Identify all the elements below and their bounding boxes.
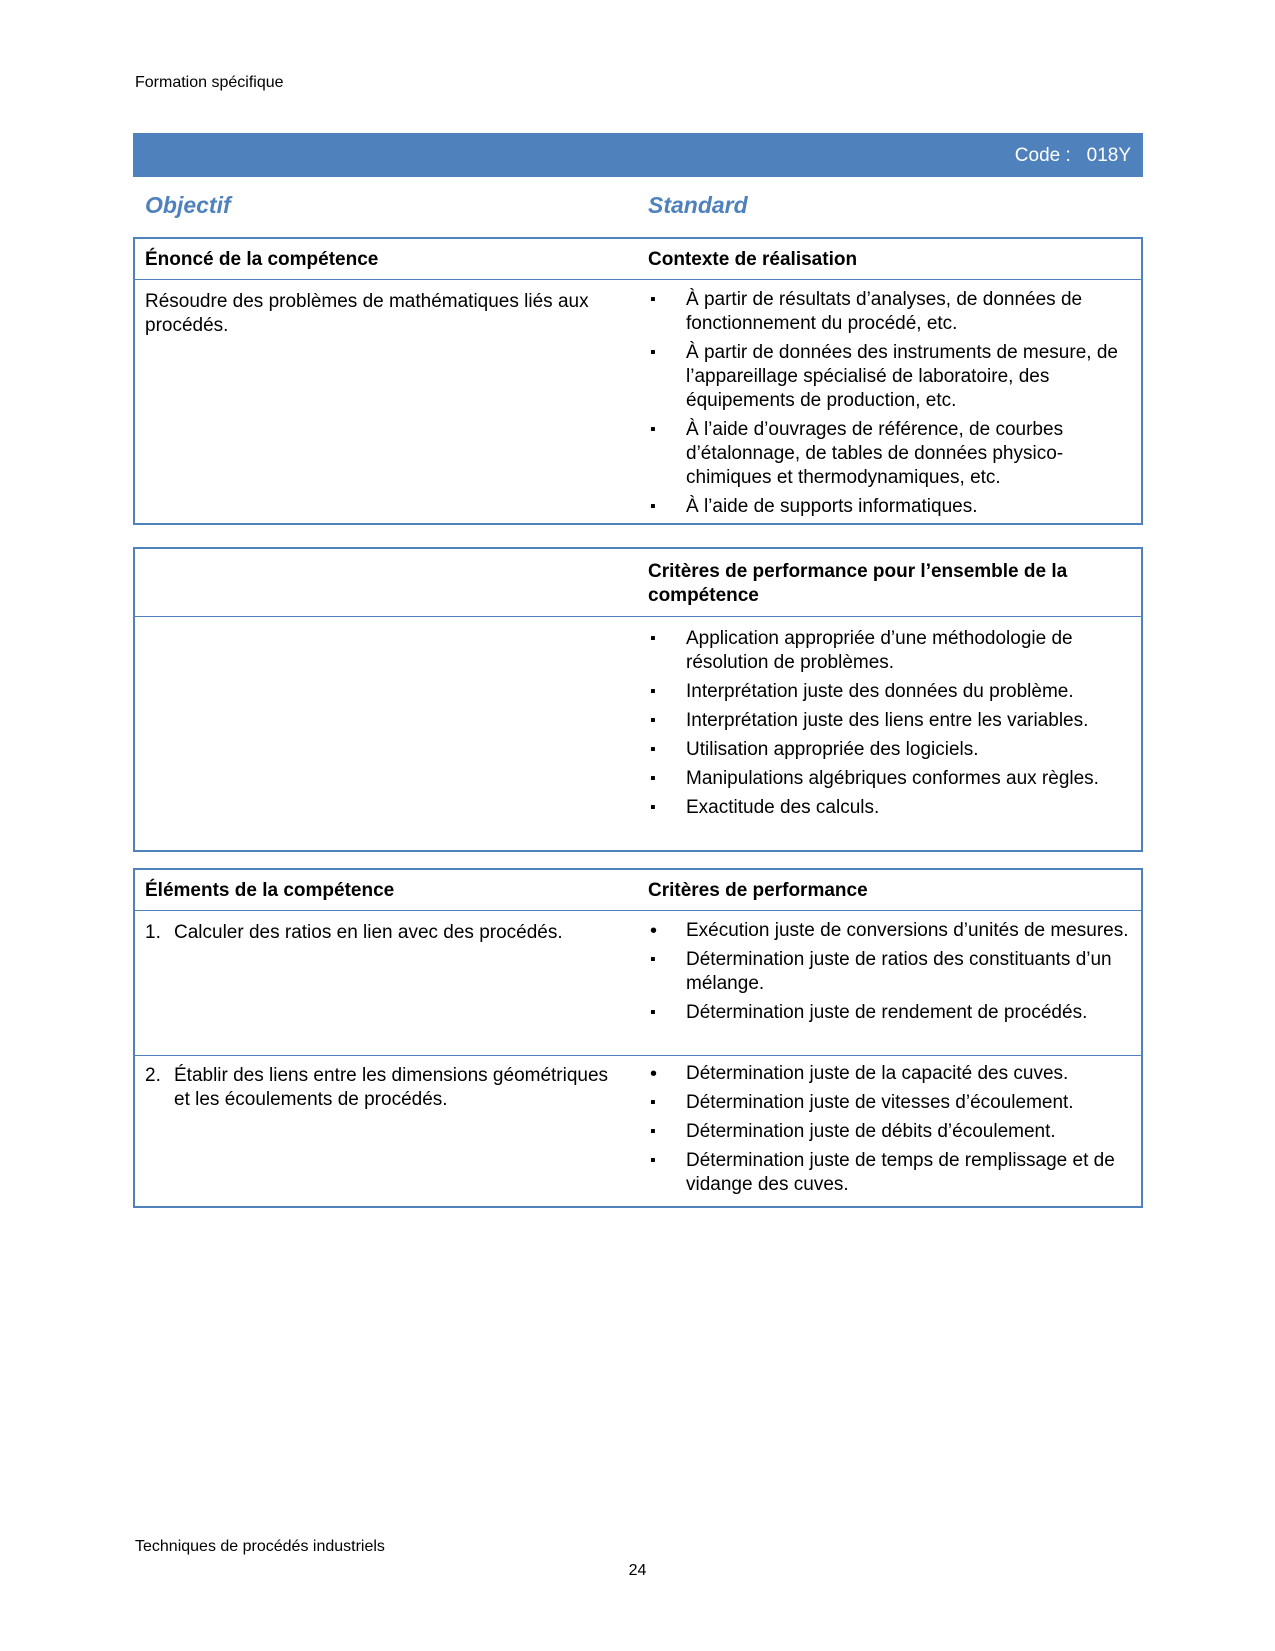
competence-table: [133, 237, 1143, 525]
statement-header: Énoncé de la compétence: [145, 249, 379, 270]
list-item: ▪ À partir de résultats d’analyses, de données de fonctionnement du procédé, etc.: [648, 288, 1131, 336]
page-header: Formation spécifique: [135, 74, 284, 91]
list-item: ▪ Détermination juste de ratios des constituants d’un mélange.: [648, 948, 1131, 996]
elements-table: [133, 868, 1143, 1208]
list-item: • Détermination juste de la capacité des cuves.: [648, 1062, 1131, 1086]
competence-statement: Résoudre des problèmes de mathématiques liés aux procédés.: [145, 291, 589, 336]
list-item: ▪ Détermination juste de rendement de procédés.: [648, 1001, 1131, 1025]
list-item: • Exécution juste de conversions d’unités de mesures.: [648, 919, 1131, 943]
element-text: Calculer des ratios en lien avec des procédés.: [174, 922, 563, 943]
element-1: [135, 911, 638, 955]
list-item: ▪ Détermination juste de vitesses d’écoulement.: [648, 1091, 1131, 1115]
code-bar: [133, 133, 1143, 177]
objectif-heading: Objectif: [145, 192, 231, 218]
elements-header: Éléments de la compétence: [145, 880, 395, 901]
context-list: [638, 280, 1141, 530]
list-item: ▪ Détermination juste de débits d’écoulement.: [648, 1120, 1131, 1144]
list-item: ▪ À partir de données des instruments de mesure, de l’appareillage spécialisé de laboratoire, des équipements de production, etc.: [648, 341, 1131, 413]
list-item: ▪ Détermination juste de temps de remplissage et de vidange des cuves.: [648, 1149, 1131, 1197]
list-item: ▪ Interprétation juste des liens entre les variables.: [648, 709, 1131, 733]
element-1-criteria: [638, 911, 1141, 1036]
list-item: ▪ À l’aide de supports informatiques.: [648, 495, 1131, 519]
competence-table-header: [135, 239, 1141, 280]
element-2: [135, 1056, 638, 1122]
element-2-criteria: [638, 1056, 1141, 1208]
list-item: ▪ À l’aide d’ouvrages de référence, de courbes d’étalonnage, de tables de données physico-chimiques et thermodynamiques, etc.: [648, 418, 1131, 490]
standard-heading: Standard: [648, 192, 748, 218]
code-label: Code :: [1014, 145, 1071, 166]
list-item: ▪ Interprétation juste des données du problème.: [648, 680, 1131, 704]
overall-criteria-header: Critères de performance pour l’ensemble de la compétence: [648, 561, 1068, 606]
competence-row: [135, 280, 1141, 530]
code-value: 018Y: [1086, 145, 1131, 166]
elements-table-header: [135, 870, 1141, 911]
element-row-2: [135, 1055, 1141, 1208]
page-number: 24: [628, 1562, 647, 1579]
overall-criteria-list: [638, 617, 1141, 831]
element-row-1: [135, 911, 1141, 1055]
overall-criteria-table: [133, 547, 1143, 852]
context-header: Contexte de réalisation: [648, 249, 858, 270]
element-number: 1.: [145, 922, 161, 943]
section-headings: [0, 192, 1275, 222]
list-item: ▪ Application appropriée d’une méthodologie de résolution de problèmes.: [648, 627, 1131, 675]
overall-criteria-row: [135, 617, 1141, 831]
overall-criteria-header-row: [135, 549, 1141, 617]
list-item: ▪ Manipulations algébriques conformes aux règles.: [648, 767, 1131, 791]
element-text: Établir des liens entre les dimensions géométriques et les écoulements de procédés.: [174, 1065, 609, 1110]
page-footer: Techniques de procédés industriels: [135, 1538, 385, 1555]
element-number: 2.: [145, 1065, 161, 1086]
performance-header: Critères de performance: [648, 880, 868, 901]
competency-code: [1015, 145, 1131, 167]
list-item: ▪ Utilisation appropriée des logiciels.: [648, 738, 1131, 762]
list-item: ▪ Exactitude des calculs.: [648, 796, 1131, 820]
